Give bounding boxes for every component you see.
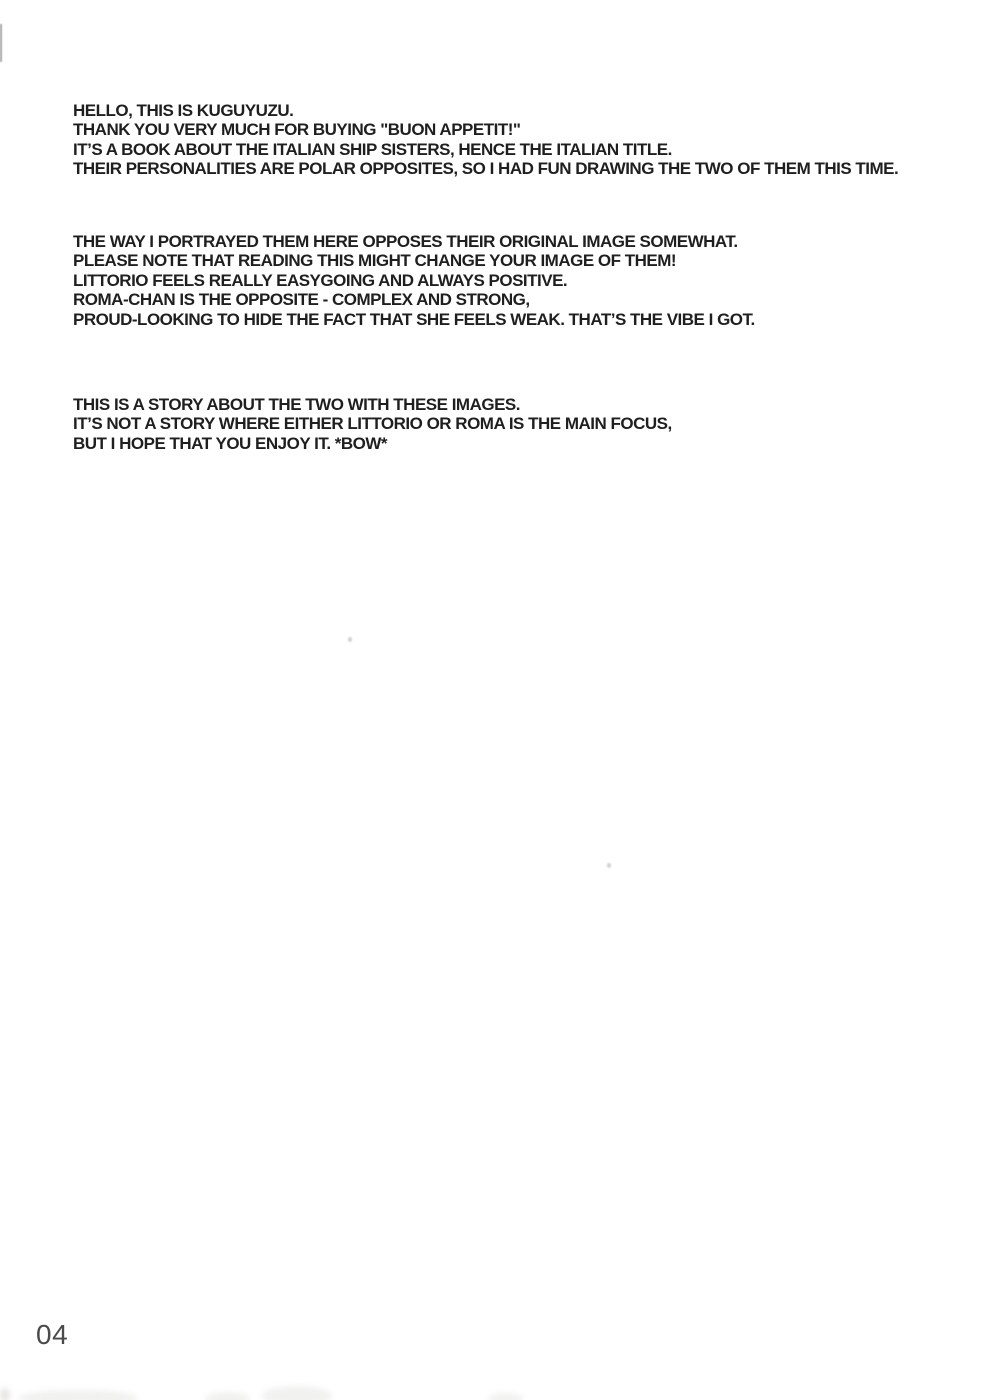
scan-speck — [348, 637, 352, 642]
scan-bottom-smudge — [0, 1388, 10, 1400]
text-line: PROUD-LOOKING TO HIDE THE FACT THAT SHE FEELS WEAK. THAT’S THE VIBE I GOT. — [73, 309, 755, 329]
text-line: PLEASE NOTE THAT READING THIS MIGHT CHANGE YOUR IMAGE OF THEM! — [73, 251, 677, 271]
text-line: LITTORIO FEELS REALLY EASYGOING AND ALWAYS POSITIVE. — [73, 270, 568, 290]
text-line: ROMA-CHAN IS THE OPPOSITE - COMPLEX AND STRONG, — [73, 290, 530, 310]
text-line: HELLO, THIS IS KUGUYUZU. — [73, 101, 294, 120]
afterword-paragraph-1 — [73, 101, 898, 179]
scan-bottom-smudge — [488, 1393, 523, 1400]
page-number: 04 — [36, 1319, 69, 1350]
scan-bottom-smudge — [205, 1392, 250, 1400]
scan-bottom-smudge — [262, 1386, 332, 1400]
text-line: IT’S A BOOK ABOUT THE ITALIAN SHIP SISTERS, HENCE THE ITALIAN TITLE. — [73, 139, 672, 159]
scan-speck — [607, 863, 611, 868]
text-line: THE WAY I PORTRAYED THEM HERE OPPOSES THEIR ORIGINAL IMAGE SOMEWHAT. — [73, 232, 738, 251]
afterword-paragraph-2 — [73, 232, 755, 329]
text-line: THANK YOU VERY MUCH FOR BUYING "BUON APPETIT!" — [73, 120, 521, 140]
text-line: BUT I HOPE THAT YOU ENJOY IT. *BOW* — [73, 433, 388, 453]
text-line: THEIR PERSONALITIES ARE POLAR OPPOSITES, SO I HAD FUN DRAWING THE TWO OF THEM THIS TIME. — [73, 159, 899, 179]
text-line: THIS IS A STORY ABOUT THE TWO WITH THESE IMAGES. — [73, 395, 520, 414]
afterword-paragraph-3 — [73, 395, 672, 453]
scan-bottom-smudge — [18, 1390, 138, 1400]
text-line: IT’S NOT A STORY WHERE EITHER LITTORIO OR ROMA IS THE MAIN FOCUS, — [73, 414, 672, 434]
scan-edge-artifact — [0, 24, 2, 62]
